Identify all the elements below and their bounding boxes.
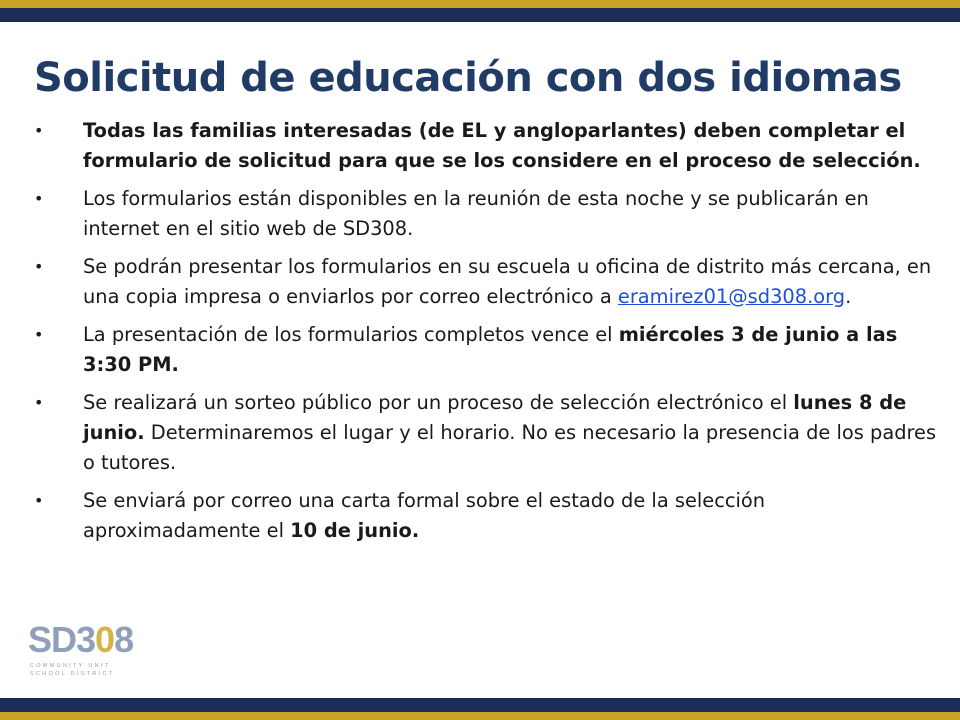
bullet-marker: •: [34, 491, 44, 510]
bullet-marker: •: [34, 325, 44, 344]
bullet-item-lottery: [34, 388, 938, 478]
bullet-item-submit-forms: [34, 252, 938, 312]
email-link[interactable]: eramirez01@sd308.org: [617, 285, 846, 308]
logo-eight: 8: [114, 619, 134, 660]
bullet-text-tail: Determinaremos el lugar y el horario. No es necesario la presencia de los padres o tutores.: [83, 421, 937, 474]
bullet-item-forms-available: [34, 184, 938, 244]
deadline-date: miércoles 3 de junio a las 3:30 PM.: [83, 323, 898, 376]
bullet-text: Se podrán presentar los formularios en su escuela u oficina de distrito más cercana, en una copia impresa o enviarlos por correo electrónico a: [83, 255, 932, 308]
bullet-marker: •: [34, 393, 44, 412]
bullet-list: [34, 116, 938, 554]
bullet-marker: •: [34, 189, 44, 208]
logo-sd: SD: [28, 619, 77, 660]
logo-subtitle: COMMUNITY UNIT SCHOOL DISTRICT: [30, 663, 115, 677]
logo-wordmark: [28, 618, 133, 662]
bullet-item-application-required: [34, 116, 938, 176]
bullet-text-tail: .: [845, 285, 852, 308]
bullet-text: Los formularios están disponibles en la reunión de esta noche y se publicarán en internet en el sitio web de SD308.: [83, 187, 869, 240]
bullet-item-letter: [34, 486, 938, 546]
letter-date: 10 de junio.: [290, 519, 420, 542]
top-gold-stripe: [0, 0, 960, 8]
bullet-text: Se realizará un sorteo público por un proceso de selección electrónico el: [83, 391, 794, 414]
bullet-text: La presentación de los formularios completos vence el: [83, 323, 619, 346]
sd308-logo: [28, 618, 138, 686]
bullet-text: Se enviará por correo una carta formal sobre el estado de la selección aproximadamente el: [83, 489, 766, 542]
logo-zero: 0: [95, 619, 115, 660]
bullet-marker: •: [34, 121, 44, 140]
bullet-text-bold: Todas las familias interesadas (de EL y angloparlantes) deben completar el formulario de solicitud para que se los considere en el proceso de selección.: [83, 119, 921, 172]
bullet-marker: •: [34, 257, 44, 276]
top-navy-stripe: [0, 8, 960, 22]
lottery-date: lunes 8 de junio.: [83, 391, 907, 444]
bottom-gold-stripe: [0, 712, 960, 720]
bottom-navy-stripe: [0, 698, 960, 712]
slide-title: Solicitud de educación con dos idiomas: [34, 55, 902, 101]
logo-three: 3: [76, 619, 96, 660]
bullet-item-deadline: [34, 320, 938, 380]
